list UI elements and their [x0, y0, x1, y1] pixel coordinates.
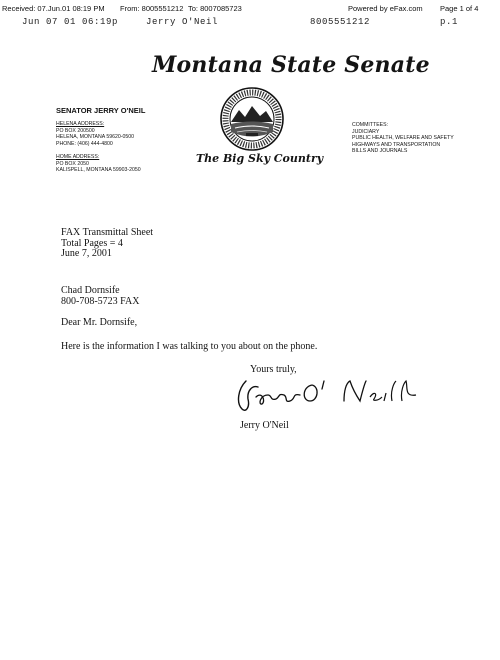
total-pages: Total Pages = 4: [61, 237, 123, 249]
letter-date: June 7, 2001: [61, 248, 112, 260]
recipient-fax: 800-708-5723 FAX: [61, 295, 140, 307]
letterhead-title: Montana State Senate: [152, 52, 430, 78]
transmittal-title: FAX Transmittal Sheet: [61, 227, 154, 238]
committee-item: JUDICIARY: [352, 128, 380, 135]
closing: Yours truly,: [250, 364, 297, 375]
committee-item: HIGHWAYS AND TRANSPORTATION: [352, 141, 441, 148]
committees-label: COMMITTEES:: [352, 122, 389, 128]
salutation: Dear Mr. Dornsife,: [61, 317, 138, 328]
recipient-block: [61, 286, 139, 307]
helena-phone: PHONE: (406) 444-4800: [56, 140, 113, 147]
senator-name: SENATOR JERRY O'NEIL: [56, 106, 146, 115]
home-address-line: PO BOX 2050: [56, 160, 89, 167]
fax-page: Page 1 of 4: [440, 4, 479, 13]
home-address-block: [56, 154, 141, 174]
home-address-line: KALISPELL, MONTANA 59903-2050: [56, 167, 141, 174]
handwritten-signature: [232, 371, 422, 421]
letter-body: Here is the information I was talking to you about on the phone.: [61, 341, 318, 352]
helena-address-label: HELENA ADDRESS:: [56, 121, 105, 127]
fax-received: Received: 07.Jun.01 08:19 PM: [2, 4, 105, 13]
committee-item: BILLS AND JOURNALS: [352, 148, 408, 155]
committees-block: [352, 122, 454, 155]
helena-address-line: PO BOX 200500: [56, 127, 95, 134]
committee-item: PUBLIC HEALTH, WELFARE AND SAFETY: [352, 135, 454, 142]
fax-number: 8005551212: [310, 17, 371, 27]
helena-address-block: [56, 121, 134, 147]
transmittal-block: [61, 228, 153, 260]
fax-sender: Jerry O'Neil: [146, 17, 219, 27]
helena-address-line: HELENA, MONTANA 59620-0500: [56, 134, 135, 141]
fax-datetime: Jun 07 01 06:19p: [22, 17, 119, 27]
recipient-name: Chad Dornsife: [61, 285, 120, 296]
home-address-label: HOME ADDRESS:: [56, 154, 100, 160]
fax-powered-by: Powered by eFax.com: [348, 4, 423, 13]
fax-to: To: 8007085723: [188, 4, 242, 13]
state-seal-icon: [219, 86, 285, 152]
fax-from: From: 8005551212: [120, 4, 184, 13]
fax-page-short: p.1: [440, 17, 459, 27]
letterhead-motto: The Big Sky Country: [196, 152, 324, 165]
signature-name: Jerry O'Neil: [240, 420, 289, 431]
